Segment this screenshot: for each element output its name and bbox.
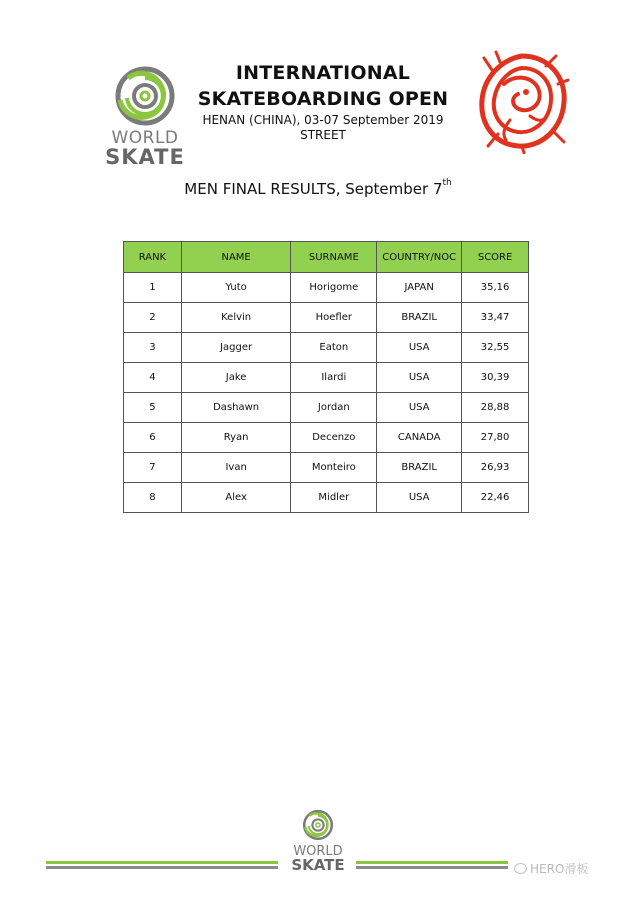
cell-country: USA: [377, 483, 462, 513]
footer-world-skate-logo: [282, 805, 354, 873]
cell-surname: Horigome: [291, 273, 377, 303]
cell-score: 22,46: [462, 483, 529, 513]
world-skate-swirl-icon: [100, 64, 190, 128]
cell-score: 32,55: [462, 333, 529, 363]
cell-name: Ryan: [181, 423, 291, 453]
cell-rank: 1: [124, 273, 182, 303]
cell-score: 30,39: [462, 363, 529, 393]
cell-surname: Ilardi: [291, 363, 377, 393]
event-discipline: STREET: [300, 128, 346, 142]
table-row: [124, 393, 529, 423]
event-title-line2: SKATEBOARDING OPEN: [197, 88, 449, 110]
table-row: [124, 273, 529, 303]
footer-line-right-green: [356, 861, 508, 864]
results-heading: [0, 180, 636, 198]
table-row: [124, 483, 529, 513]
column-header-surname: SURNAME: [291, 242, 377, 273]
cell-rank: 6: [124, 423, 182, 453]
table-row: [124, 303, 529, 333]
cell-country: JAPAN: [377, 273, 462, 303]
cell-name: Jake: [181, 363, 291, 393]
cell-country: BRAZIL: [377, 453, 462, 483]
column-header-score: SCORE: [462, 242, 529, 273]
table-row: [124, 453, 529, 483]
table-row: [124, 423, 529, 453]
cell-country: USA: [377, 363, 462, 393]
footer-line-left-green: [46, 861, 278, 864]
dragon-emblem-icon: [474, 50, 570, 154]
cell-score: 26,93: [462, 453, 529, 483]
cell-country: BRAZIL: [377, 303, 462, 333]
footer-swirl-icon: [295, 805, 341, 845]
logo-text-world: WORLD: [111, 128, 179, 148]
footer-logo-text-world: WORLD: [293, 844, 343, 859]
table-header-row: [124, 242, 529, 273]
cell-name: Dashawn: [181, 393, 291, 423]
footer-logo-text-skate: SKATE: [291, 856, 345, 874]
cell-score: 27,80: [462, 423, 529, 453]
table-row: [124, 363, 529, 393]
cell-score: 33,47: [462, 303, 529, 333]
column-header-country: COUNTRY/NOC: [377, 242, 462, 273]
event-header: [178, 60, 468, 142]
cell-surname: Monteiro: [291, 453, 377, 483]
cell-rank: 8: [124, 483, 182, 513]
cell-name: Jagger: [181, 333, 291, 363]
cell-rank: 3: [124, 333, 182, 363]
watermark-text: HERO滑板: [530, 862, 589, 876]
wechat-icon: [514, 863, 527, 874]
world-skate-logo: [100, 64, 190, 168]
cell-name: Alex: [181, 483, 291, 513]
cell-surname: Jordan: [291, 393, 377, 423]
cell-score: 35,16: [462, 273, 529, 303]
cell-surname: Decenzo: [291, 423, 377, 453]
cell-country: USA: [377, 393, 462, 423]
table-row: [124, 333, 529, 363]
cell-name: Ivan: [181, 453, 291, 483]
footer-line-left-grey: [46, 866, 278, 869]
results-heading-suffix: th: [442, 178, 452, 188]
cell-name: Yuto: [181, 273, 291, 303]
column-header-rank: RANK: [124, 242, 182, 273]
cell-surname: Midler: [291, 483, 377, 513]
event-location-dates: HENAN (CHINA), 03-07 September 2019: [202, 113, 444, 127]
cell-surname: Eaton: [291, 333, 377, 363]
cell-rank: 4: [124, 363, 182, 393]
cell-surname: Hoefler: [291, 303, 377, 333]
logo-text-skate: SKATE: [105, 145, 185, 169]
cell-name: Kelvin: [181, 303, 291, 333]
cell-country: USA: [377, 333, 462, 363]
cell-rank: 5: [124, 393, 182, 423]
results-heading-text: MEN FINAL RESULTS, September 7: [184, 180, 443, 198]
cell-rank: 7: [124, 453, 182, 483]
results-table: [123, 241, 529, 513]
cell-rank: 2: [124, 303, 182, 333]
event-title-line1: INTERNATIONAL: [235, 62, 411, 84]
watermark: [514, 860, 588, 877]
footer-line-right-grey: [356, 866, 508, 869]
column-header-name: NAME: [181, 242, 291, 273]
cell-score: 28,88: [462, 393, 529, 423]
cell-country: CANADA: [377, 423, 462, 453]
